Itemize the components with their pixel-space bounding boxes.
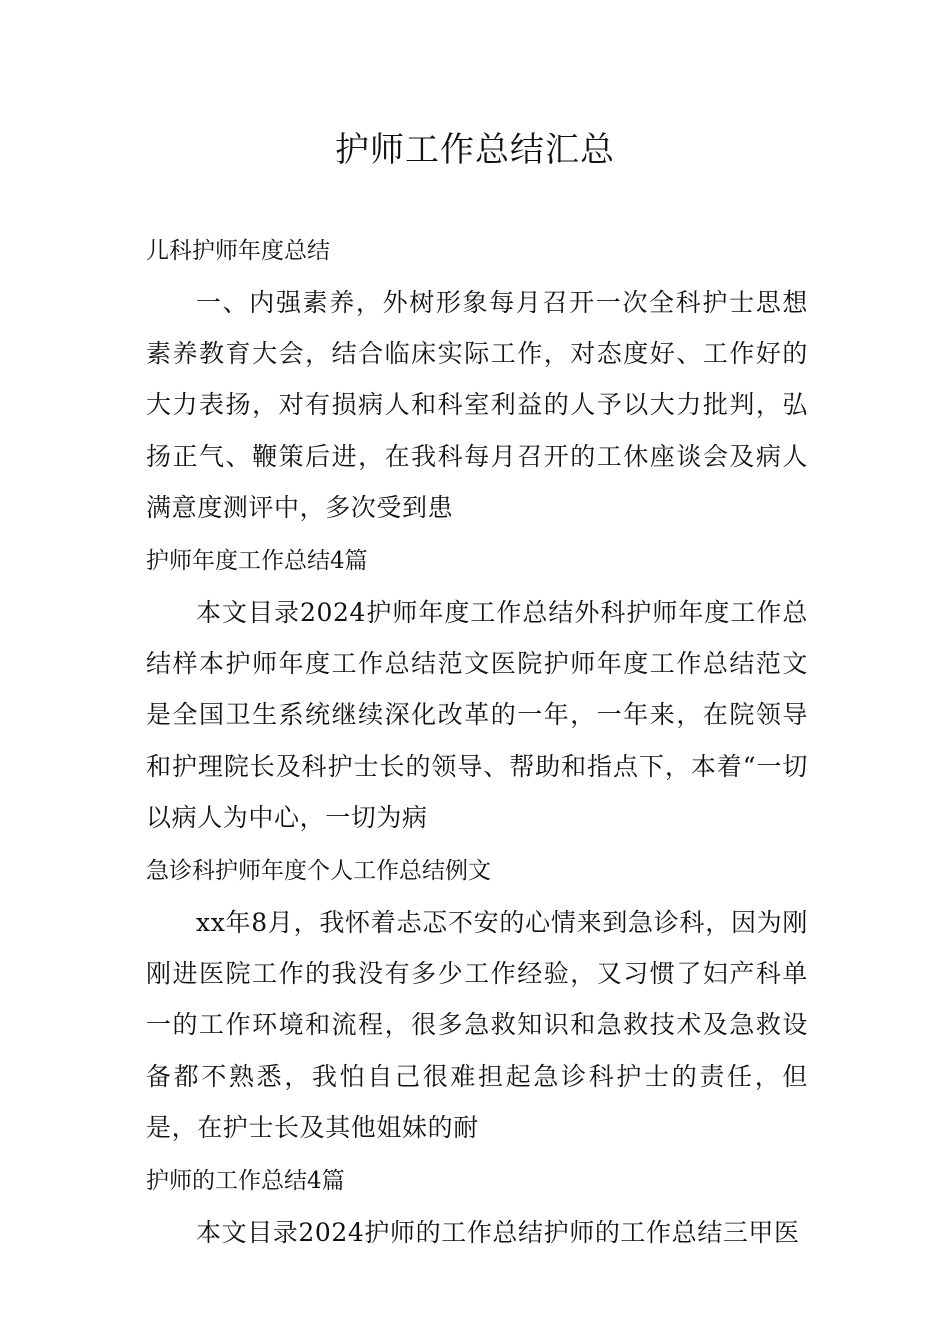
section-work-summary	[146, 1155, 808, 1258]
document-title: 护师工作总结汇总	[335, 130, 615, 170]
section-paragraph: 本文目录2024护师的工作总结护师的工作总结三甲医	[196, 1218, 800, 1248]
section-heading: 护师的工作总结4篇	[146, 1168, 345, 1195]
section-annual-summary	[146, 535, 808, 843]
section-paragraph: 一、内强素养，外树形象每月召开一次全科护士思想素养教育大会，结合临床实际工作，对态度好、工作好的大力表扬，对有损病人和科室利益的人予以大力批判，弘扬正气、鞭策后进，在我科每月召开的工休座谈会及病人满意度测评中，多次受到患	[146, 288, 808, 522]
section-heading: 急诊科护师年度个人工作总结例文	[146, 858, 491, 885]
section-emergency-summary	[146, 845, 808, 1153]
section-pediatric-summary	[146, 225, 808, 533]
section-paragraph: xx年8月，我怀着忐忑不安的心情来到急诊科，因为刚刚进医院工作的我没有多少工作经验，又习惯了妇产科单一的工作环境和流程，很多急救知识和急救技术及急救设备都不熟悉，我怕自己很难担起急诊科护士的责任，但是，在护士长及其他姐妹的耐	[146, 908, 808, 1142]
document-body	[146, 225, 808, 1258]
section-heading: 护师年度工作总结4篇	[146, 548, 368, 575]
section-paragraph: 本文目录2024护师年度工作总结外科护师年度工作总结样本护师年度工作总结范文医院护师年度工作总结范文是全国卫生系统继续深化改革的一年，一年来，在院领导和护理院长及科护士长的领导、帮助和指点下，本着“一切以病人为中心，一切为病	[146, 598, 808, 832]
section-heading: 儿科护师年度总结	[146, 238, 330, 264]
